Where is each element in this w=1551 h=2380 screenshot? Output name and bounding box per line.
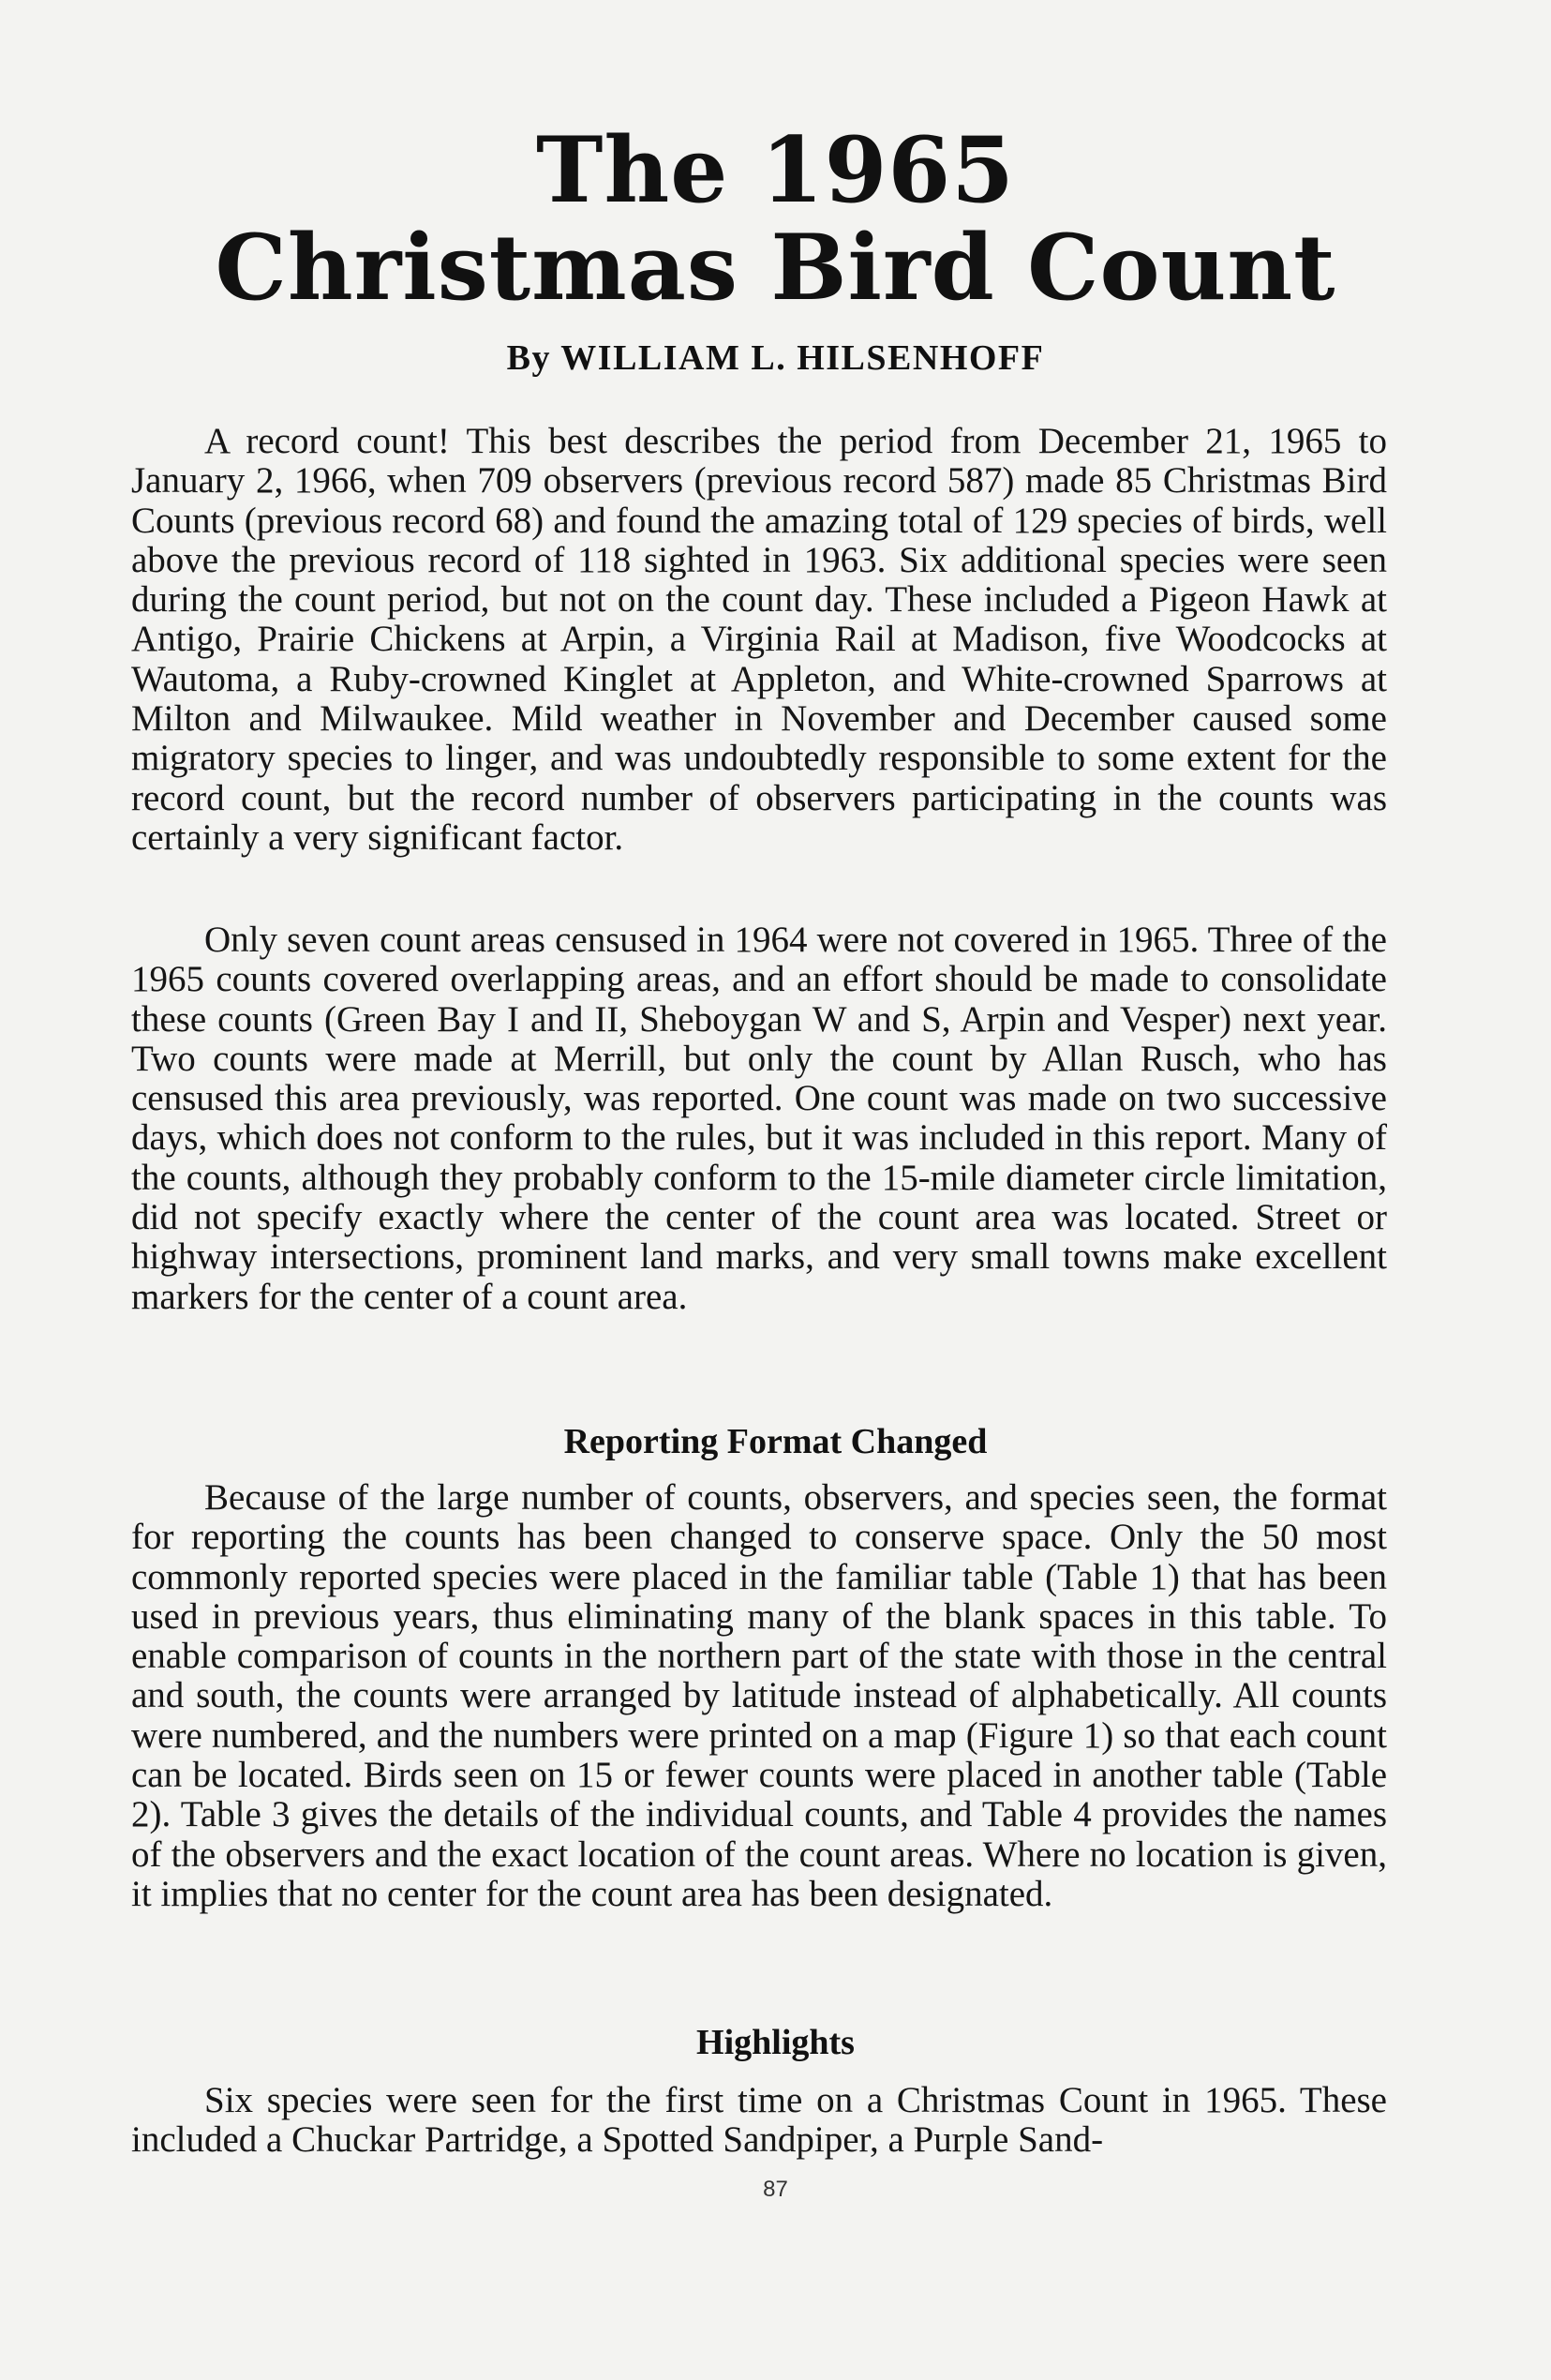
paragraph-reporting-format <box>131 1478 1387 1914</box>
paragraph-3-text: Because of the large number of counts, observers, and species seen, the format for reporting the counts has been changed to conserve space. Only the 50 most commonly reported species were placed in the familiar table (Table 1) that has been used in previous years, thus eliminating many of the blank spaces in this table. To enable comparison of counts in the northern part of the state with those in the central and south, the counts were arranged by latitude instead of alphabetically. All counts were numbered, and the numbers were printed on a map (Figure 1) so that each count can be located. Birds seen on 15 or fewer counts were placed in another table (Table 2). Table 3 gives the details of the individual counts, and Table 4 provides the names of the observers and the exact location of the count areas. Where no location is given, it implies that no center for the count area has been designated. <box>131 1477 1387 1914</box>
article-title-line-1: The 1965 <box>536 117 1015 223</box>
paragraph-4-text: Six species were seen for the first time on a Christmas Count in 1965. These included a Chuckar Partridge, a Spotted Sandpiper, a Purple Sand- <box>131 2080 1387 2161</box>
paragraph-highlights <box>131 2081 1387 2161</box>
section-heading-highlights: Highlights <box>696 2023 855 2062</box>
section-heading-reporting-format: Reporting Format Changed <box>563 1422 988 1461</box>
paragraph-1-text: A record count! This best describes the period from December 21, 1965 to January 2, 1966, when 709 observers (previous record 587) made 85 Christmas Bird Counts (previous record 68) and found the amazing total of 129 species of birds, well above the previous record of 118 sighted in 1963. Six additional species were seen during the count period, but not on the count day. These included a Pigeon Hawk at Antigo, Prairie Chickens at Arpin, a Virginia Rail at Madison, five Woodcocks at Wautoma, a Ruby-crowned Kinglet at Appleton, and White-crowned Sparrows at Milton and Milwaukee. Mild weather in November and December caused some migratory species to linger, and was undoubtedly responsible to some extent for the record count, but the record number of observers participating in the counts was certainly a very significant factor. <box>131 421 1387 858</box>
paragraph-intro <box>131 422 1387 858</box>
article-title-line-2: Christmas Bird Count <box>215 215 1336 321</box>
byline: By WILLIAM L. HILSENHOFF <box>506 338 1045 378</box>
paragraph-2-text: Only seven count areas censused in 1964 were not covered in 1965. Three of the 1965 counts covered overlapping areas, and an effort should be made to consolidate these counts (Green Bay I and II, Sheboygan W and S, Arpin and Vesper) next year. Two counts were made at Merrill, but only the count by Allan Rusch, who has censused this area previously, was reported. One count was made on two successive days, which does not conform to the rules, but it was included in this report. Many of the counts, although they probably conform to the 15-mile diameter circle limitation, did not specify exactly where the center of the count area was located. Street or highway intersections, prominent land marks, and very small towns make excellent markers for the center of a count area. <box>131 920 1387 1317</box>
page-number: 87 <box>763 2177 788 2202</box>
paragraph-count-areas <box>131 921 1387 1317</box>
